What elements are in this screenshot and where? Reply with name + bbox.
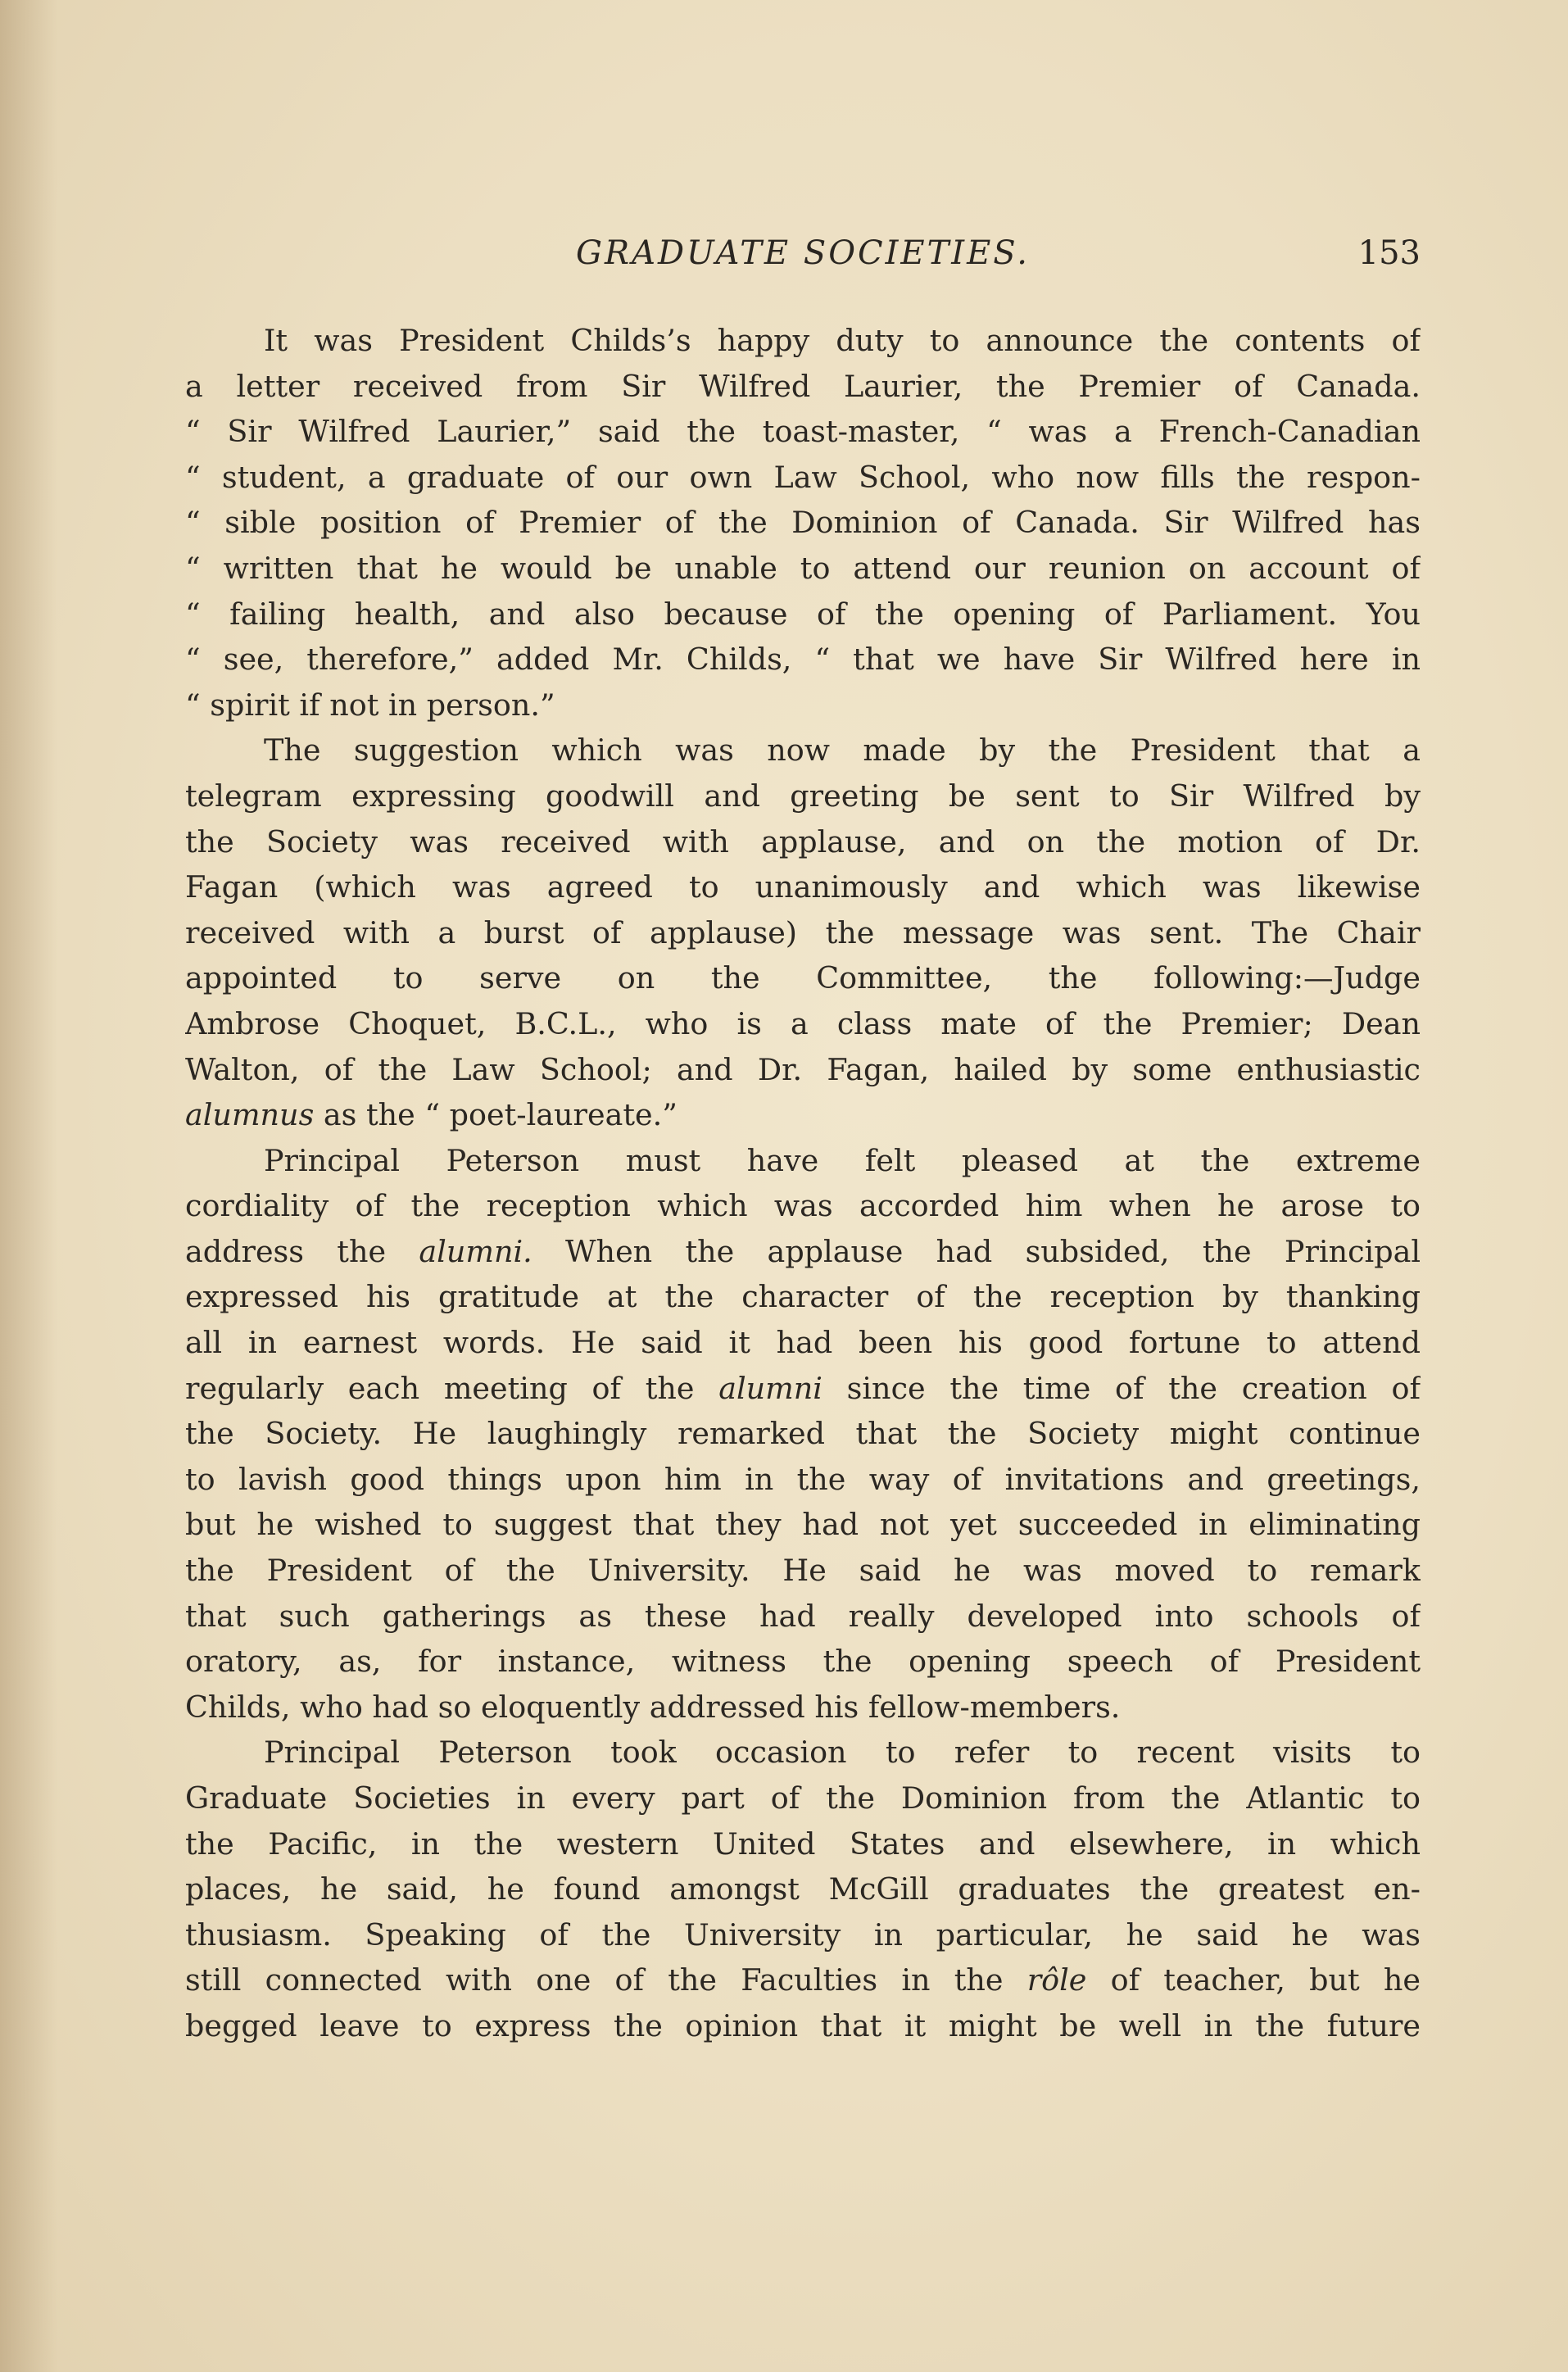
text-line [185, 1502, 1421, 1548]
text-segment: that such gatherings as these had really developed into schools of [185, 1598, 1421, 1634]
text-line [185, 1411, 1421, 1457]
running-title: GRADUATE SOCIETIES. [576, 234, 1030, 272]
text-line [185, 864, 1421, 910]
text-line [185, 1047, 1421, 1093]
text-segment: “ student, a graduate of our own Law School, who now fills the respon- [185, 459, 1421, 495]
text-line [185, 364, 1421, 410]
text-segment: “ Sir Wilfred Laurier,” said the toast-master, “ was a French-Canadian [185, 414, 1421, 450]
text-line [185, 500, 1421, 546]
text-line [185, 318, 1421, 364]
text-line [185, 1183, 1421, 1229]
text-segment: begged leave to express the opinion that it might be well in the future [185, 2007, 1421, 2043]
text-line [185, 1594, 1421, 1640]
text-line [185, 409, 1421, 455]
text-line [185, 1685, 1421, 1730]
text-segment: Childs, who had so eloquently addressed his fellow-members. [185, 1689, 1121, 1725]
text-segment: still connected with one of the Faculties in the [185, 1962, 1027, 1998]
text-segment: as the “ poet-laureate.” [314, 1097, 678, 1133]
text-line [185, 1776, 1421, 1821]
body-text [185, 318, 1421, 2049]
text-segment: Ambrose Choquet, B.C.L., who is a class mate of the Premier; Dean [185, 1005, 1421, 1041]
italic-text: rôle [1026, 1962, 1087, 1998]
text-line [185, 1866, 1421, 1912]
text-line [185, 955, 1421, 1001]
text-segment: received with a burst of applause) the message was sent. The Chair [185, 914, 1421, 950]
text-line [185, 773, 1421, 819]
italic-text: alumni [718, 1370, 823, 1406]
text-line [185, 1138, 1421, 1184]
text-line [185, 1092, 1421, 1138]
text-segment: but he wished to suggest that they had not yet succeeded in eliminating [185, 1507, 1421, 1543]
text-segment: “ failing health, and also because of the opening of Parliament. You [185, 596, 1421, 632]
text-segment: address the [185, 1233, 419, 1269]
text-segment: Principal Peterson must have felt pleased at the extreme [264, 1142, 1421, 1178]
text-segment: “ spirit if not in person.” [185, 687, 555, 723]
text-segment: since the time of the creation of [822, 1370, 1421, 1406]
text-segment: the Pacific, in the western United States and elsewhere, in which [185, 1825, 1421, 1862]
text-line [185, 1730, 1421, 1776]
text-segment: the President of the University. He said he was moved to remark [185, 1553, 1421, 1589]
text-line [185, 546, 1421, 592]
text-segment: It was President Childs’s happy duty to announce the contents of [264, 323, 1421, 358]
text-line [185, 1957, 1421, 2003]
text-line [185, 637, 1421, 683]
text-segment: expressed his gratitude at the character of the reception by thanking [185, 1279, 1421, 1315]
text-segment: a letter received from Sir Wilfred Laurier, the Premier of Canada. [185, 368, 1421, 404]
text-segment: all in earnest words. He said it had been his good fortune to attend [185, 1325, 1421, 1361]
text-segment: regularly each meeting of the [185, 1370, 719, 1406]
text-segment: Walton, of the Law School; and Dr. Fagan, hailed by some enthusiastic [185, 1051, 1421, 1087]
text-line [185, 2003, 1421, 2049]
text-segment: to lavish good things upon him in the way of invitations and greetings, [185, 1461, 1421, 1497]
italic-text: alumni. [419, 1233, 532, 1269]
italic-text: alumnus [185, 1097, 315, 1133]
text-segment: thusiasm. Speaking of the University in particular, he said he was [185, 1916, 1421, 1952]
text-line [185, 1229, 1421, 1275]
text-segment: “ written that he would be unable to attend our reunion on account of [185, 550, 1421, 586]
text-segment: Fagan (which was agreed to unanimously and which was likewise [185, 869, 1421, 905]
text-segment: oratory, as, for instance, witness the opening speech of President [185, 1644, 1421, 1680]
text-line [185, 1274, 1421, 1320]
page-number: 153 [1357, 234, 1421, 272]
text-line [185, 910, 1421, 956]
text-segment: the Society. He laughingly remarked that the Society might continue [185, 1416, 1421, 1452]
text-line [185, 1320, 1421, 1366]
text-segment: cordiality of the reception which was accorded him when he arose to [185, 1188, 1421, 1224]
text-line [185, 1821, 1421, 1867]
text-segment: Graduate Societies in every part of the Dominion from the Atlantic to [185, 1780, 1421, 1816]
text-segment: telegram expressing goodwill and greeting be sent to Sir Wilfred by [185, 778, 1421, 814]
running-head [185, 234, 1421, 292]
text-segment: Principal Peterson took occasion to refer to recent visits to [264, 1735, 1421, 1771]
text-line [185, 455, 1421, 501]
text-line [185, 1639, 1421, 1685]
text-segment: of teacher, but he [1086, 1962, 1421, 1998]
text-line [185, 592, 1421, 637]
text-segment: “ see, therefore,” added Mr. Childs, “ that we have Sir Wilfred here in [185, 642, 1421, 678]
text-segment: places, he said, he found amongst McGill graduates the greatest en- [185, 1871, 1421, 1907]
text-line [185, 819, 1421, 865]
text-segment: The suggestion which was now made by the President that a [264, 732, 1421, 769]
text-line [185, 683, 1421, 728]
text-line [185, 1366, 1421, 1412]
text-line [185, 1548, 1421, 1594]
text-segment: “ sible position of Premier of the Dominion of Canada. Sir Wilfred has [185, 505, 1421, 541]
text-line [185, 728, 1421, 773]
text-segment: the Society was received with applause, and on the motion of Dr. [185, 823, 1421, 859]
spine-shadow [0, 0, 57, 2372]
text-line [185, 1457, 1421, 1503]
text-line [185, 1912, 1421, 1958]
text-segment: appointed to serve on the Committee, the following:—Judge [185, 960, 1421, 996]
text-segment: When the applause had subsided, the Principal [532, 1233, 1421, 1269]
text-line [185, 1001, 1421, 1047]
